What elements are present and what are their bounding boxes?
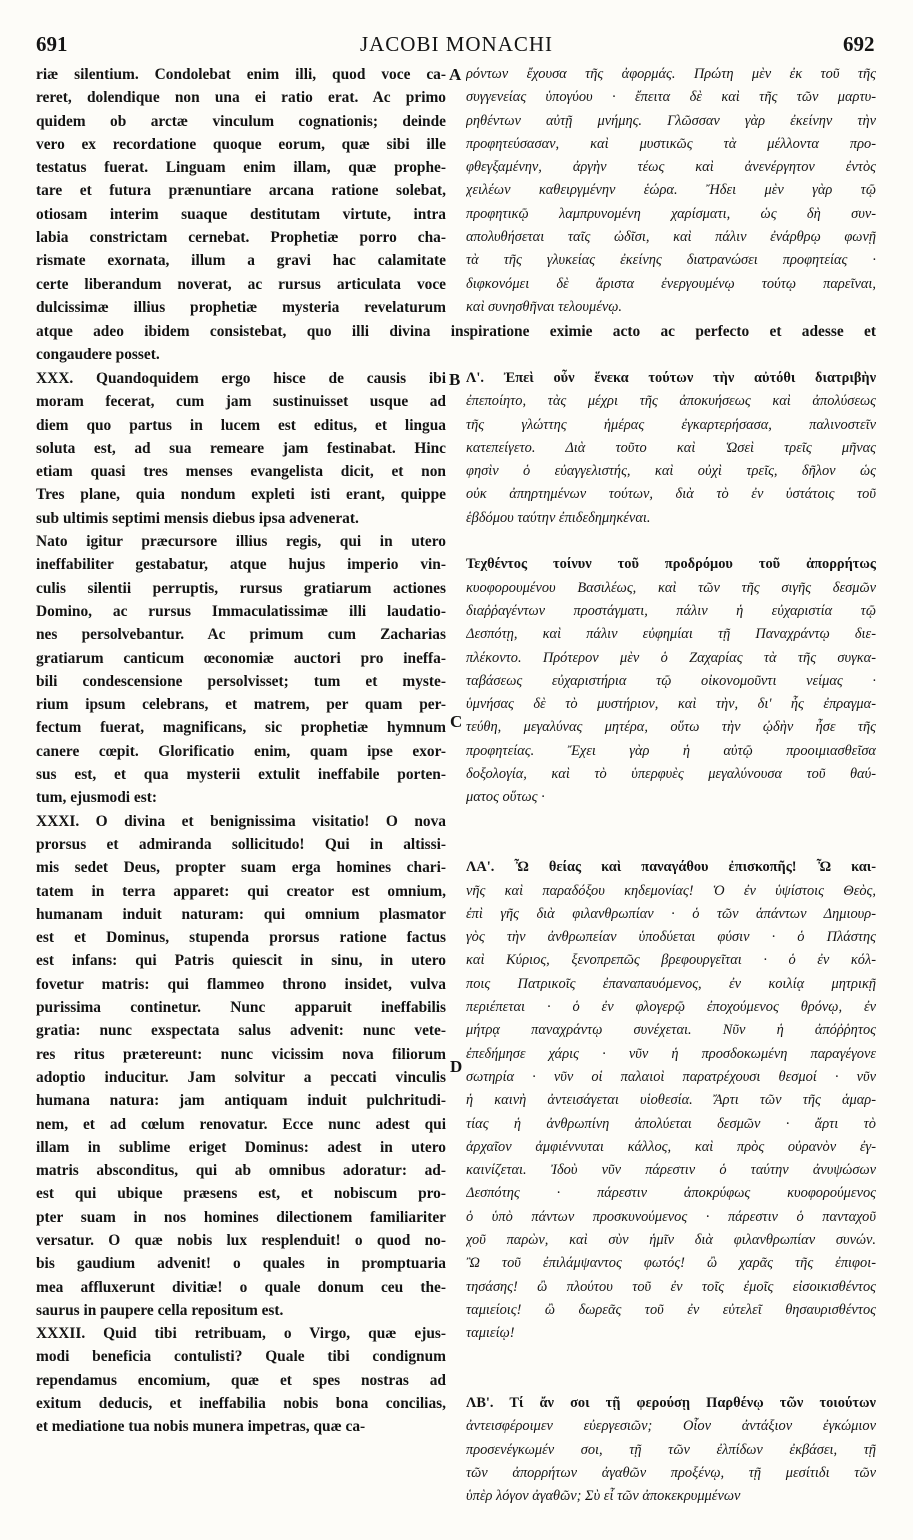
text-line: rismate exornata, illum a gravi hac calamitate xyxy=(36,252,446,270)
text-line: τησάσης! ὢ πλούτου τοῦ ἐν τοῖς ἐμοῖς εἰσοικισθέντος xyxy=(466,1278,876,1295)
text-line: κυοφορουμένου Βασιλέως, καὶ τῶν τῆς σιγῆς δεσμῶν xyxy=(466,579,876,596)
greek-column-body xyxy=(466,367,876,1509)
text-line: τεύθη, μεγαλύνας μητέρα, οὕτω τὴν ᾠδὴν ἦσε τῆς xyxy=(466,719,876,736)
text-line: τῶν ἀπορρήτων ἀγαθῶν προξένῳ, τῇ μεσίτιδι τῶν xyxy=(466,1464,876,1481)
text-line: συγγενείας ὑπογύου · ἔπειτα δὲ καὶ τῆς τῶν μαρτυ- xyxy=(466,89,876,106)
text-line: sub ultimis septimi mensis diebus ipsa advenerat. xyxy=(36,509,359,527)
text-line: testatus fuerat. Linguam enim illam, quæ prophe- xyxy=(36,159,446,177)
text-line: κατεπείγετο. Διὰ τοῦτο καὶ Ὡσεὶ τρεῖς μῆνας xyxy=(466,439,876,456)
text-line: ἐπὶ γῆς διὰ φιλανθρωπίαν · ὁ τῶν ἁπάντων Δημιουρ- xyxy=(466,905,876,922)
text-line: καινίζεται. Ἰδοὺ νῦν πάρεστιν ὁ ταύτην ἀνυψώσων xyxy=(466,1162,876,1179)
text-line: canere cœpit. Glorificatio enim, quam ipse exor- xyxy=(36,742,446,760)
text-line: exitum deducis, et ineffabilia nobis bona concilias, xyxy=(36,1395,446,1413)
text-line: certe liberandum noverat, ac rursus articulata voce xyxy=(36,275,446,293)
right-page-number: 692 xyxy=(843,32,875,56)
text-line: modi beneficia contulisti? Quale tibi condignum xyxy=(36,1348,446,1366)
text-line: bis gaudium advenit! o quales in promptuaria xyxy=(36,1255,446,1273)
text-line: Δεσπότῃ, καὶ πάλιν εὐφημίαι τῇ Παναχράντῳ διε- xyxy=(466,626,876,643)
text-line: labia constrictam cernebat. Prophetiæ porro cha- xyxy=(36,229,446,247)
text-line: οὐκ ἀπηρτημένων τούτων, διὰ τὸ ἐν ὑστάτοις τοῦ xyxy=(466,486,876,503)
paragraph-start-line: Λ'. Ἐπεὶ οὖν ἕνεκα τούτων τὴν αὐτόθι διατριβὴν xyxy=(466,370,876,386)
text-line: moram fecerat, cum jam sustinuisset usque ad xyxy=(36,393,446,411)
text-line: versatur. O quæ nobis lux resplenduit! o quod no- xyxy=(36,1231,446,1249)
margin-marker-c: C xyxy=(450,712,463,731)
full-width-text xyxy=(36,320,876,367)
text-line: τὰ τῆς γλυκείας ἐκείνης διατρανώσει προφητείας · xyxy=(466,252,876,269)
text-line: atque adeo ibidem consistebat, quo illi divina inspiratione eximie acto ac perfecto et adesse et xyxy=(36,323,876,340)
text-line: ρηθέντων αὐτῇ μνήμης. Γλῶσσαν γὰρ ἐκείνην τὴν xyxy=(466,112,876,129)
margin-marker-d: D xyxy=(450,1057,463,1076)
text-line: culis silentii perruptis, rursus gratiarum actiones xyxy=(36,579,446,597)
text-line: rependamus encomium, quæ et spes nostras ad xyxy=(36,1371,446,1389)
text-line: gratiarum canticum œconomiæ auctori pro ineffa- xyxy=(36,649,446,667)
text-line: καὶ Κύριος, ξενοπρεπῶς βρεφουργεῖται · ὁ ἐν κόλ- xyxy=(466,952,876,969)
text-line: χοῦ παρὼν, καὶ σὺν ἡμῖν διὰ φιλανθρωπίαν συνών. xyxy=(466,1231,876,1248)
text-line: προφητικῷ λαμπρυνομένη χαρίσματι, ὡς δὴ συν- xyxy=(466,205,876,222)
text-line: otiosam interim suaque destitutam virtute, intra xyxy=(36,205,446,223)
running-title: JACOBI MONACHI xyxy=(359,32,554,56)
text-line: tatem in terra apparet: qui creator est omnium, xyxy=(36,882,446,900)
text-line: ὑμνήσας δὲ τὸ μυστήριον, καὶ τὴν, δι' ἧς ἐπραγμα- xyxy=(466,696,876,713)
text-line: ποις Πατρικοῖς ἐπαναπαυόμενος, ἐν κοιλίᾳ μητρικῇ xyxy=(466,975,876,992)
text-line: nes persolvebantur. Ac primum cum Zacharias xyxy=(36,626,446,644)
text-line: προσενέγκωμέν σοι, τῇ τῶν ἐλπίδων ἐκβάσει, τῇ xyxy=(466,1441,876,1458)
text-line: humana natura: jam antiquam induit pulchritudi- xyxy=(36,1092,446,1110)
text-line: bili condescensione persolvisset; tum et myste- xyxy=(36,672,446,690)
text-line: ὁ ὑπὸ πάντων προσκυνούμενος · πάρεστιν ὁ πανταχοῦ xyxy=(466,1208,876,1225)
text-line: ματος οὕτως · xyxy=(466,789,545,806)
left-page-number: 691 xyxy=(36,32,68,56)
text-line: ἀντεισφέροιμεν εὐεργεσιῶν; Οἷον ἀντάξιον ἐγκώμιον xyxy=(466,1418,876,1435)
text-line: gratia: nunc exspectata salus advenit: nunc vete- xyxy=(36,1022,446,1040)
text-line: est qui ubique præsens est, et nobiscum pro- xyxy=(36,1185,446,1203)
text-line: ὑπὲρ λόγον ἀγαθῶν; Σὺ εἶ τῶν ἀποκεκρυμμένων xyxy=(466,1488,741,1505)
text-line: prorsus et admiranda sollicitudo! Qui in altissi- xyxy=(36,835,446,853)
text-line: ineffabiliter gestabatur, atque hujus imperio vin- xyxy=(36,556,446,574)
text-line: mea affluxerunt divitiæ! o quale donum ceu the- xyxy=(36,1278,446,1296)
text-line: δοξολογία, καὶ τὸ ὑπερφυὲς μεγαλύνουσα τοῦ θαύ- xyxy=(466,766,876,783)
margin-marker-a: A xyxy=(449,65,462,84)
paragraph-start-line: Nato igitur præcursore illius regis, qui in utero xyxy=(36,533,446,551)
text-line: etiam quasi tres menses evangelista dicit, et non xyxy=(36,463,446,481)
text-line: σωτηρία · νῦν οἱ παλαιοὶ παρατρέχουσι θεσμοί · νῦν xyxy=(466,1068,876,1085)
text-line: tum, ejusmodi est: xyxy=(36,789,157,807)
text-line: quidem ob arctæ vinculum cognationis; deinde xyxy=(36,112,446,130)
text-line: purissima continetur. Nunc apparuit ineffabilis xyxy=(36,999,446,1017)
text-line: καὶ συνησθῆναι τελουμένῳ. xyxy=(466,298,623,315)
text-line: congaudere posset. xyxy=(36,346,160,364)
text-line: χειλέων καθειργμένην ἑώρα. Ἤδει μὲν γὰρ τῷ xyxy=(466,182,876,199)
text-line: Tres plane, quia nondum expleti isti erant, quippe xyxy=(36,486,446,504)
text-line: humanam induit naturam: qui omnium plasmator xyxy=(36,905,446,923)
paragraph-start-line: XXXII. Quid tibi retribuam, o Virgo, quæ ejus- xyxy=(36,1325,446,1343)
text-line: vero ex recordatione quoque eorum, quæ sibi ille xyxy=(36,135,446,153)
text-line: απολυθήσεται ταῖς ὠδῖσι, καὶ πάλιν ἐνάρθρῳ φωνῇ xyxy=(466,229,876,246)
text-line: διαῤῥαγέντων προστάγματι, πάλιν ἡ εὐχαριστία τῷ xyxy=(466,602,876,619)
text-line: ἡ καινὴ ἀντεισάγεται υἱοθεσία. Ἄρτι τῶν τῆς ἁμαρ- xyxy=(466,1092,876,1109)
text-line: riæ silentium. Condolebat enim illi, quod voce ca- xyxy=(36,66,446,83)
text-line: φησὶν ὁ εὐαγγελιστής, καὶ οὐχὶ τρεῖς, δῆλον ὡς xyxy=(466,463,876,480)
text-line: Δεσπότης · πάρεστιν ἀποκρύφως κυοφορούμενος xyxy=(466,1185,876,1202)
text-line: tare et futura prænuntiare arcana ratione solebat, xyxy=(36,182,446,200)
text-line: ρόντων ἔχουσα τῆς ἀφορμάς. Πρώτη μὲν ἐκ τοῦ τῆς xyxy=(466,66,876,82)
greek-column-top xyxy=(466,63,876,319)
page-header xyxy=(0,32,913,62)
text-line: ἑβδόμου ταύτην ἐπιδεδημηκέναι. xyxy=(466,509,651,526)
text-line: περιέπεται · ὁ ἐν φλογερῷ ἐποχούμενος θρόνῳ, ἐν xyxy=(466,999,876,1016)
paragraph-start-line: ΛΑ'. Ὦ θείας καὶ παναγάθου ἐπισκοπῆς! Ὦ και- xyxy=(466,859,876,876)
text-line: soluta est, ad sua remeare jam festinabat. Hinc xyxy=(36,439,446,457)
paragraph-start-line: Τεχθέντος τοίνυν τοῦ προδρόμου τοῦ ἀπορρήτως xyxy=(466,556,876,573)
text-line: νῆς καὶ παραδόξου κηδεμονίας! Ὁ ἐν ὑψίστοις Θεὸς, xyxy=(466,882,876,899)
text-line: τῆς γλώττης ἡμέρας ἐγκαρτερήσασα, παλινοστεῖν xyxy=(466,416,876,433)
text-line: διφκονόμει δὲ ἄριστα ἐνεργουμένῳ τούτῳ παρεῖναι, xyxy=(466,275,876,292)
text-line: nem, et ad cœlum renovatur. Ecce nunc adest qui xyxy=(36,1115,446,1133)
text-line: illam in sublime eriget Dominus: adest in utero xyxy=(36,1138,446,1156)
text-line: ἐπεποίητο, τὰς μέχρι τῆς ἀποκυήσεως καὶ ἀπολύσεως xyxy=(466,393,876,410)
text-line: προφητείας. Ἔχει γὰρ ἡ αὐτῷ προοιμιασθεῖσα xyxy=(466,742,876,759)
text-line: adoptio inducitur. Jam solvitur a peccati vinculis xyxy=(36,1068,446,1086)
text-line: et mediatione tua nobis munera impetras, quæ ca- xyxy=(36,1418,366,1436)
text-line: dulcissimæ illius prophetiæ mysteria revelaturum xyxy=(36,298,446,316)
paragraph-start-line: XXX. Quandoquidem ergo hisce de causis ibi xyxy=(36,370,446,387)
text-line: φθεγξαμένην, ἀργὴν τέως καὶ ἀνενέργητον ἐντὸς xyxy=(466,159,876,176)
text-line: pter suam in nos homines dilectionem familiariter xyxy=(36,1208,446,1226)
text-line: est et Dominus, stupenda prorsus ratione factus xyxy=(36,929,446,947)
text-line: diem quo partus in lucem est editus, et lingua xyxy=(36,416,446,434)
text-line: rium ipsum celebrans, et matrem, per quam per- xyxy=(36,696,446,714)
text-line: fectum fuerat, magnificans, sic prophetiæ hymnum xyxy=(36,719,446,737)
text-line: μήτρᾳ παναχράντῳ συνέχεται. Νῦν ἡ ἀπόῤῥητος xyxy=(466,1022,876,1039)
text-line: mis sedet Deus, propter suam erga homines chari- xyxy=(36,859,446,877)
text-line: fovetur matris: qui flammeo throno insidet, vulva xyxy=(36,975,446,993)
text-line: matris absconditus, qui ab omnibus adoratur: ad- xyxy=(36,1162,446,1180)
text-line: ταβάσεως εὐχαριστήρια τῷ οἰκονομοῦντι νείμας · xyxy=(466,672,876,689)
text-line: res ritus prætereunt: nunc vicissim nova filiorum xyxy=(36,1045,446,1063)
margin-marker-b: B xyxy=(449,370,461,389)
text-line: ταμιείοις! ὢ δωρεᾶς τοῦ ἐν εὐτελεῖ θησαυρισθέντος xyxy=(466,1301,876,1318)
text-line: ἐπεδήμησε χάρις · νῦν ἡ προσδοκωμένη παραγέγονε xyxy=(466,1045,876,1062)
paragraph-start-line: XXXI. O divina et benignissima visitatio! O nova xyxy=(36,812,446,830)
text-line: reret, dolendique non una ei ratio erat. Ac primo xyxy=(36,89,446,107)
text-line: γὸς τὴν ἀνθρωπείαν ὑποδύεται φύσιν · ὁ Πλάστης xyxy=(466,929,876,946)
latin-column-top xyxy=(36,63,446,319)
text-line: ἀρχαῖον ἀμφιέννυται κάλλος, καὶ πρὸς οὐρανὸν ἐγ- xyxy=(466,1138,876,1155)
text-line: est infans: qui Patris quiescit in sinu, in utero xyxy=(36,952,446,970)
text-line: τίας ἡ ἀνθρωπίνη ἀπολύεται δεσμῶν · ἄρτι τὸ xyxy=(466,1115,876,1132)
latin-column-body xyxy=(36,367,446,1439)
text-line: sus est, et qua mysterii extulit ineffabile porten- xyxy=(36,766,446,784)
text-line: πλέκοντο. Πρότερον μὲν ὁ Ζαχαρίας τὰ τῆς συγκα- xyxy=(466,649,876,666)
paragraph-start-line: ΛΒ'. Τί ἄν σοι τῇ φερούσῃ Παρθένῳ τῶν τοιούτων xyxy=(466,1395,876,1412)
text-line: προφητεύσασαν, καὶ μυστικῶς τὰ μέλλοντα προ- xyxy=(466,135,876,152)
text-line: Domino, ac rursus Immaculatissimæ illi laudatio- xyxy=(36,602,446,620)
text-line: saurus in paupere cella repositum est. xyxy=(36,1301,284,1319)
text-line: ταμιείῳ! xyxy=(466,1325,515,1342)
text-line: Ὢ τοῦ ἐπιλάμψαντος φωτός! ὢ χαρᾶς τῆς ἐπιφοι- xyxy=(466,1255,876,1272)
